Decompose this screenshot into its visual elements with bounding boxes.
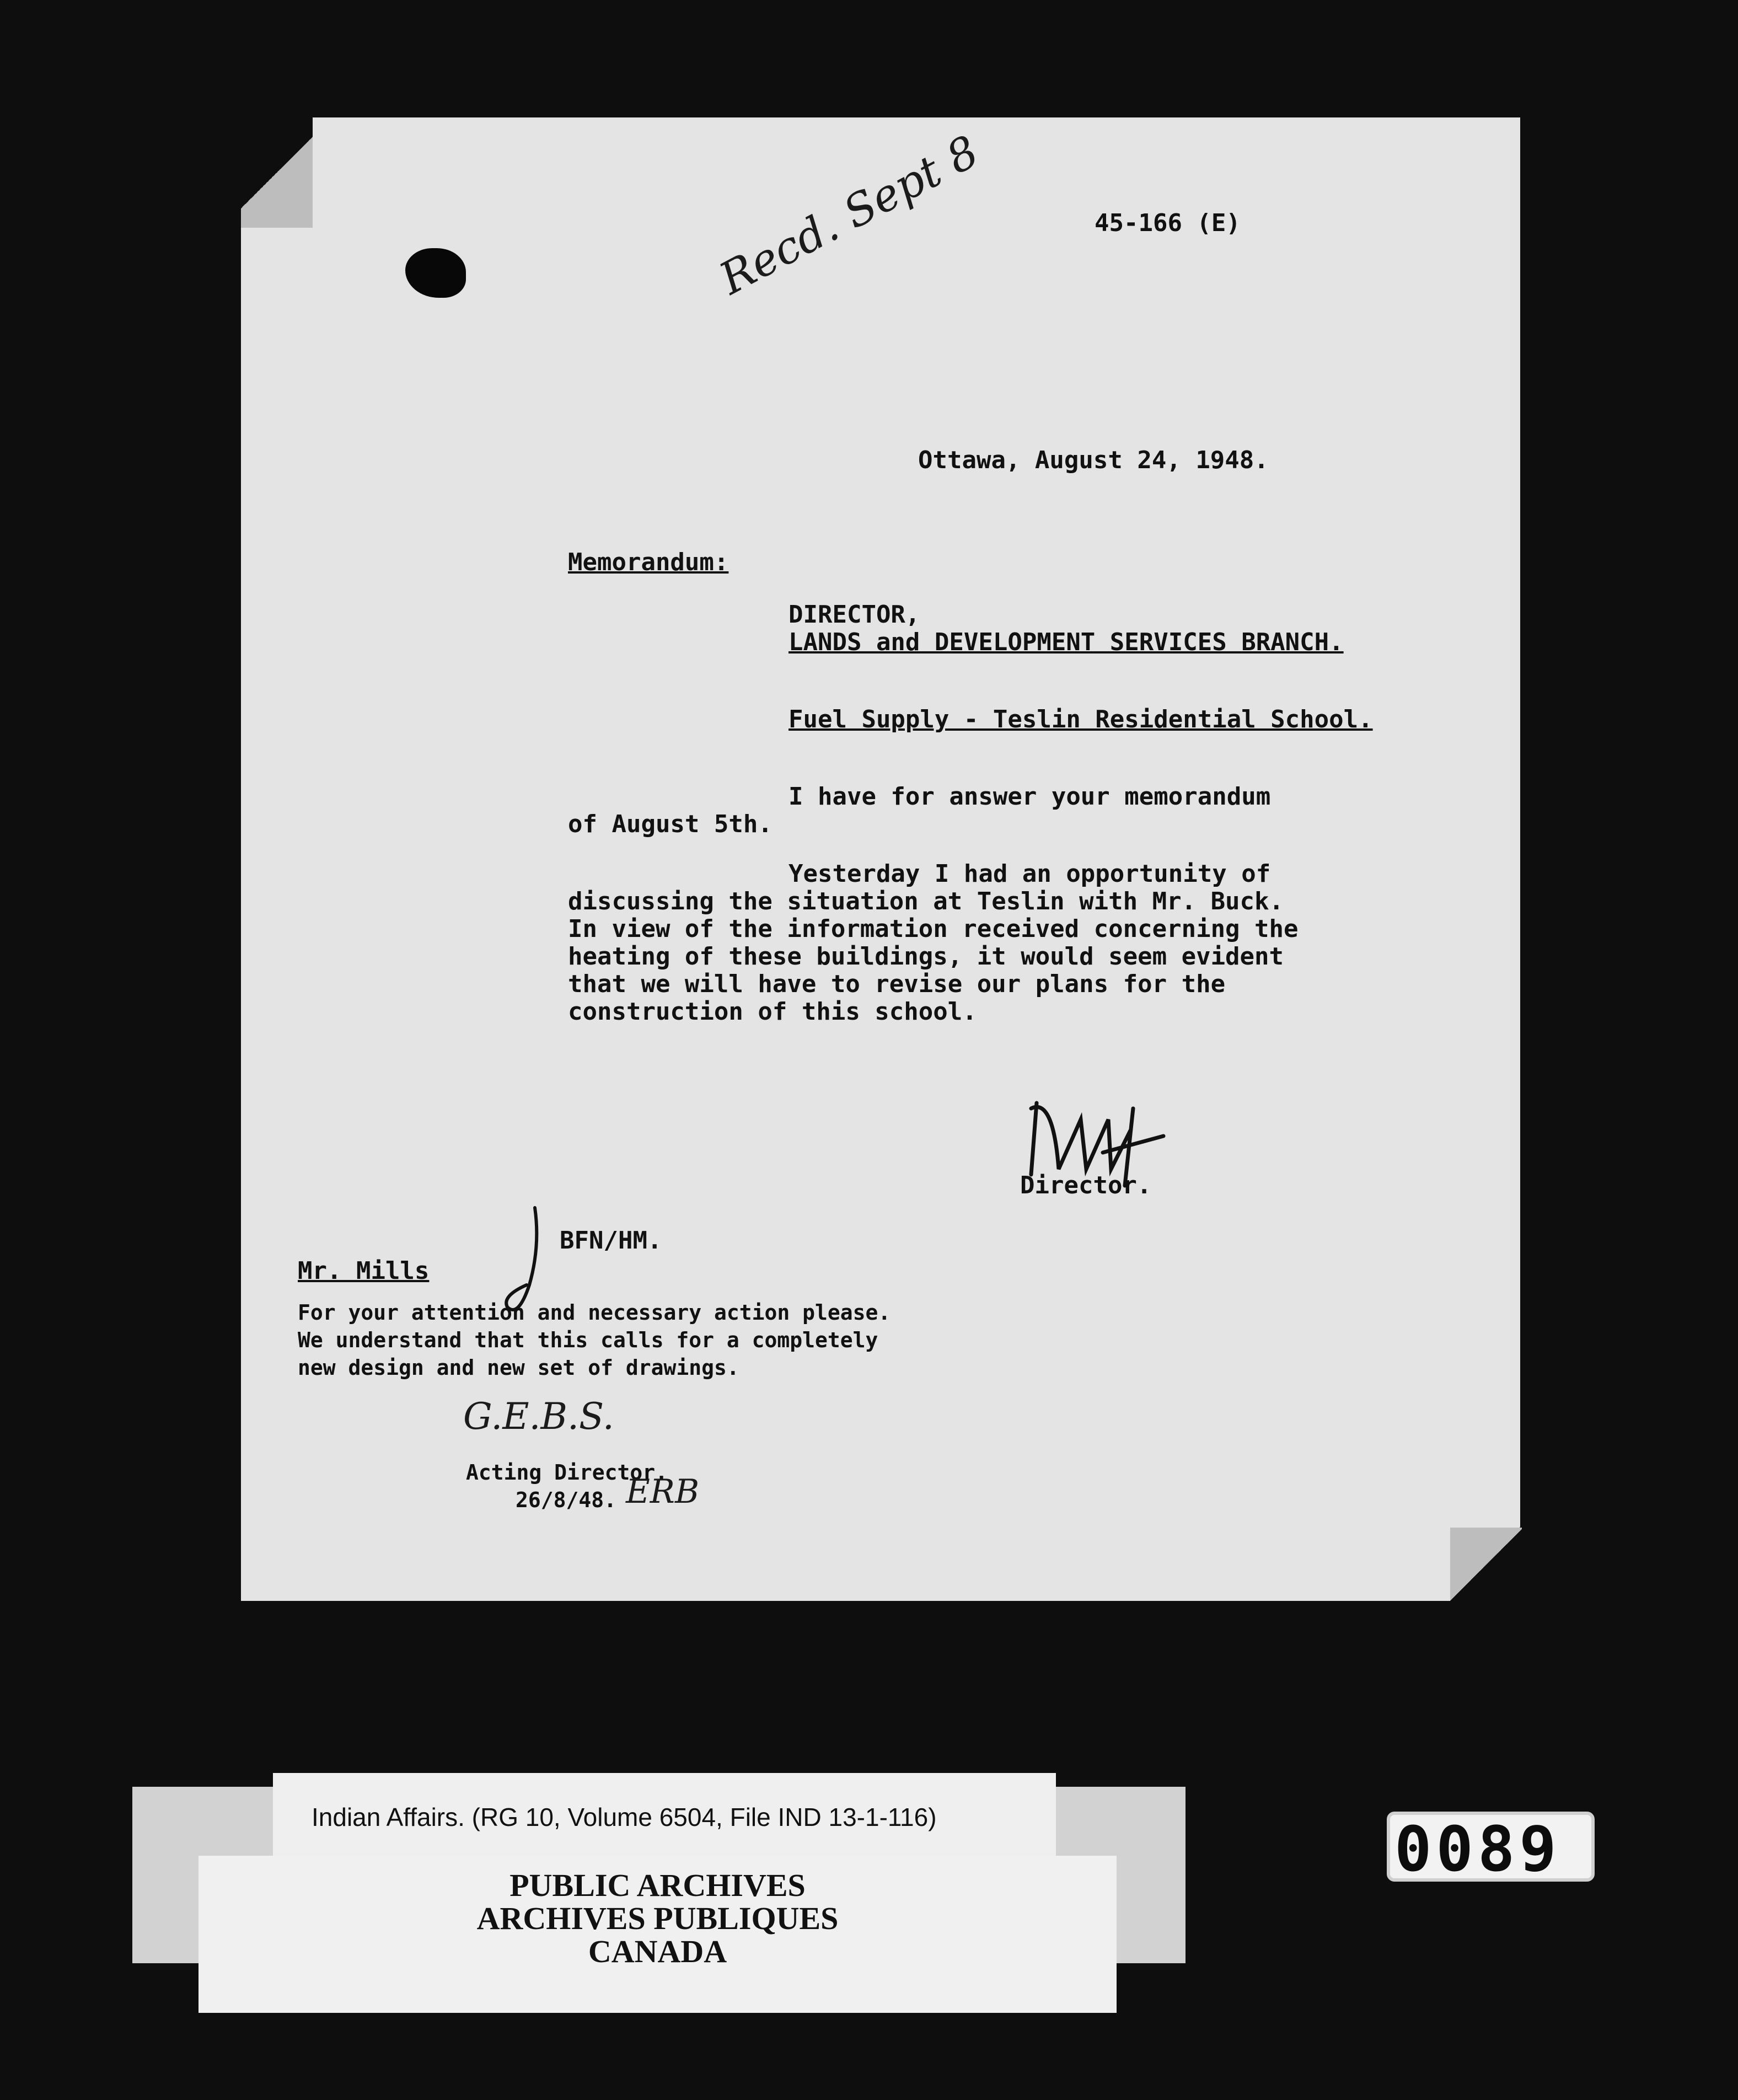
handwritten-received-note: Recd. Sept 8 [711,125,987,305]
archive-line-3: CANADA [588,1933,727,1969]
paragraph-2-line-5: that we will have to revise our plans for the [568,970,1226,998]
date-line: Ottawa, August 24, 1948. [918,446,1269,474]
folded-corner-bottom-right [1450,1528,1522,1602]
paragraph-2-line-2: discussing the situation at Teslin with Mr. Buck. [568,887,1284,915]
recipient-branch: LANDS and DEVELOPMENT SERVICES BRANCH. [788,628,1344,656]
subject-line: Fuel Supply - Teslin Residential School. [788,705,1373,733]
initials-reference: BFN/HM. [560,1226,662,1255]
archive-line-2: ARCHIVES PUBLIQUES [476,1900,839,1936]
note-line-3: new design and new set of drawings. [298,1356,739,1380]
archive-citation: Indian Affairs. (RG 10, Volume 6504, File IND 13-1-116) [312,1803,937,1831]
frame-counter-number: 0089 [1394,1814,1561,1885]
paragraph-2-line-1: Yesterday I had an opportunity of [788,860,1271,888]
paragraph-2-line-3: In view of the information received concerning the [568,915,1299,943]
recipient-title: DIRECTOR, [788,601,920,629]
signature-title: Director. [1020,1171,1152,1199]
acting-director-title: Acting Director. [466,1460,668,1485]
paragraph-2-line-4: heating of these buildings, it would seem evident [568,942,1284,971]
paragraph-1-line-1: I have for answer your memorandum [788,783,1271,811]
folded-corner-top-left [241,117,313,228]
memorandum-label: Memorandum: [568,548,729,576]
acting-director-date: 26/8/48. [516,1488,617,1512]
archive-line-1: PUBLIC ARCHIVES [509,1867,806,1903]
paragraph-1-line-2: of August 5th. [568,810,773,838]
handwritten-initials: G.E.B.S. [463,1395,614,1438]
note-line-1: For your attention and necessary action please. [298,1300,891,1325]
note-line-2: We understand that this calls for a completely [298,1328,878,1352]
handwritten-initials-2: ERB [626,1472,700,1511]
note-addressee: Mr. Mills [298,1257,430,1285]
paragraph-2-line-6: construction of this school. [568,998,977,1026]
frame-counter [1387,1812,1595,1885]
file-reference: 45-166 (E) [1095,209,1241,237]
